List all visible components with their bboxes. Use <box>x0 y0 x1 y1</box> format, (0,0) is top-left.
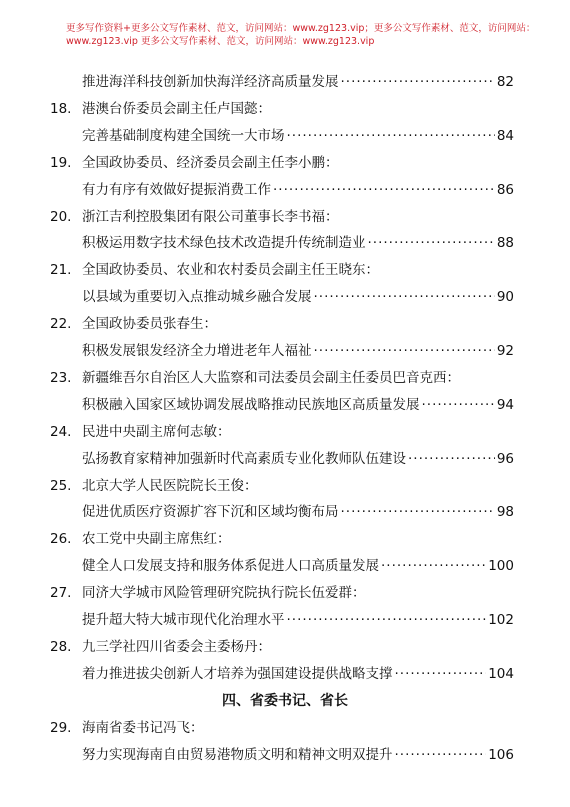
toc-page-number: 98 <box>496 504 514 521</box>
toc-page-number: 88 <box>496 235 514 252</box>
toc-leader-dots <box>287 124 495 148</box>
toc-page-number: 104 <box>488 665 514 682</box>
toc-speaker: 海南省委书记冯飞： <box>82 719 204 736</box>
toc-entry-number: 18. <box>50 100 72 117</box>
toc-speaker-line <box>0 366 570 390</box>
toc-title[interactable]: 健全人口发展支持和服务体系促进人口高质量发展 <box>82 558 379 575</box>
toc-leader-dots <box>314 339 495 363</box>
toc-leader-dots <box>422 393 495 417</box>
toc-leader-dots <box>273 178 495 202</box>
toc-title[interactable]: 提升超大特大城市现代化治理水平 <box>82 612 285 628</box>
toc-title-line[interactable] <box>0 124 570 148</box>
toc-page-number: 96 <box>496 450 514 467</box>
toc-title-line[interactable] <box>0 70 570 94</box>
toc-leader-dots <box>314 285 495 309</box>
watermark <box>66 22 535 48</box>
toc-speaker-line <box>0 258 570 282</box>
toc-title[interactable]: 着力推进拔尖创新人才培养为强国建设提供战略支撑 <box>82 665 393 682</box>
toc-speaker-line <box>0 581 570 605</box>
toc-entry-number: 25. <box>50 477 72 494</box>
toc-title[interactable]: 推进海洋科技创新加快海洋经济高质量发展 <box>82 74 339 90</box>
toc-entry-number: 26. <box>50 531 72 548</box>
toc-entry-number: 20. <box>50 208 72 225</box>
toc-speaker: 同济大学城市风险管理研究院执行院长伍爱群： <box>82 585 366 602</box>
watermark-line-1: 更多写作资料+更多公文写作素材、范文，访问网站：www.zg123.vip；更多公文写作素材、范文，访问网站： <box>66 23 536 34</box>
toc-title-line[interactable] <box>0 231 570 255</box>
toc-entry-number: 22. <box>50 316 72 333</box>
toc-page-number: 106 <box>488 746 514 763</box>
toc-speaker-line <box>0 420 570 444</box>
toc-speaker-line <box>0 97 570 121</box>
toc-title-line[interactable] <box>0 608 570 632</box>
toc-leader-dots <box>341 70 495 94</box>
toc-speaker-line <box>0 474 570 498</box>
toc-leader-dots <box>408 447 495 471</box>
toc-title[interactable]: 有力有序有效做好提振消费工作 <box>82 181 271 198</box>
toc-speaker-line <box>0 716 570 740</box>
toc-leader-dots <box>287 608 487 632</box>
toc-speaker: 北京大学人民医院院长王俊： <box>82 477 258 494</box>
toc-entry-number: 27. <box>50 585 72 602</box>
toc-entry-number: 29. <box>50 719 72 736</box>
toc-entry-number: 21. <box>50 262 72 279</box>
toc-title[interactable]: 努力实现海南自由贸易港物质文明和精神文明双提升 <box>82 746 393 763</box>
toc-title[interactable]: 完善基础制度构建全国统一大市场 <box>82 127 285 144</box>
toc-leader-dots <box>381 554 486 578</box>
toc-speaker: 港澳台侨委员会副主任卢国懿： <box>82 100 271 117</box>
toc-leader-dots <box>368 231 495 255</box>
toc-title[interactable]: 促进优质医疗资源扩容下沉和区域均衡布局 <box>82 504 339 521</box>
toc-speaker-line <box>0 205 570 229</box>
toc-speaker: 全国政协委员、经济委员会副主任李小鹏： <box>82 154 339 171</box>
toc-speaker: 农工党中央副主席焦红： <box>82 531 231 548</box>
toc-page-number: 100 <box>488 558 514 575</box>
toc-page-number: 90 <box>496 289 514 306</box>
toc-title-line[interactable] <box>0 285 570 309</box>
watermark-line-2: www.zg123.vip 更多公文写作素材、范文，访问网站：www.zg123.vip <box>66 36 375 47</box>
toc-title-line[interactable] <box>0 554 570 578</box>
toc-title[interactable]: 积极发展银发经济全力增进老年人福祉 <box>82 343 312 359</box>
toc-speaker-line <box>0 527 570 551</box>
toc-title-line[interactable] <box>0 662 570 686</box>
toc-page-number: 94 <box>496 396 514 413</box>
toc-page-number: 92 <box>496 343 514 359</box>
toc-entry-number: 28. <box>50 638 72 655</box>
toc-title-line[interactable] <box>0 500 570 524</box>
toc-speaker: 新疆维吾尔自治区人大监察和司法委员会副主任委员巴音克西： <box>82 369 460 386</box>
toc-leader-dots <box>395 662 487 686</box>
toc-title-line[interactable] <box>0 447 570 471</box>
toc-entry-number: 24. <box>50 423 72 440</box>
toc-page-number: 102 <box>488 612 514 628</box>
toc-title-line[interactable] <box>0 339 570 363</box>
toc-title[interactable]: 弘扬教育家精神加强新时代高素质专业化教师队伍建设 <box>82 450 406 467</box>
toc-entry-number: 23. <box>50 369 72 386</box>
toc-speaker: 民进中央副主席何志敏： <box>82 423 231 440</box>
toc-speaker: 九三学社四川省委会主委杨丹： <box>82 638 271 655</box>
toc-speaker-line <box>0 312 570 336</box>
toc-speaker: 全国政协委员张春生： <box>82 316 217 333</box>
toc-page-number: 86 <box>496 181 514 198</box>
toc-leader-dots <box>395 743 487 767</box>
toc-title[interactable]: 积极运用数字技术绿色技术改造提升传统制造业 <box>82 235 366 252</box>
toc-speaker: 浙江吉利控股集团有限公司董事长李书福： <box>82 208 339 225</box>
toc-speaker: 全国政协委员、农业和农村委员会副主任王晓东： <box>82 262 379 279</box>
section-heading: 四、省委书记、省长 <box>222 692 348 709</box>
toc-title-line[interactable] <box>0 393 570 417</box>
toc-leader-dots <box>341 500 495 524</box>
toc-title[interactable]: 以县域为重要切入点推动城乡融合发展 <box>82 289 312 306</box>
toc-title[interactable]: 积极融入国家区域协调发展战略推动民族地区高质量发展 <box>82 396 420 413</box>
toc-title-line[interactable] <box>0 178 570 202</box>
toc-page-number: 82 <box>496 74 514 90</box>
toc-entry-number: 19. <box>50 154 72 171</box>
toc-title-line[interactable] <box>0 743 570 767</box>
toc-speaker-line <box>0 635 570 659</box>
toc-page-number: 84 <box>496 127 514 144</box>
toc-speaker-line <box>0 151 570 175</box>
